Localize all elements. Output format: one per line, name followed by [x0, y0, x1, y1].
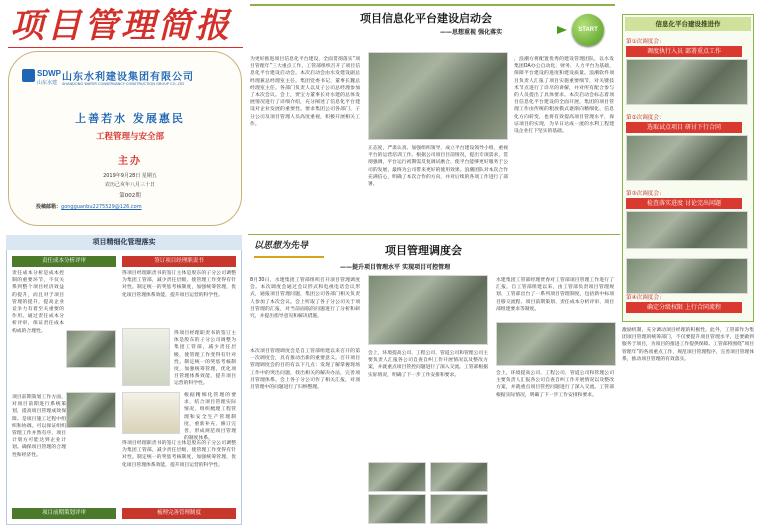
meeting-photo-4 [368, 494, 426, 524]
feature-subtitle: ——思想重视 强化落实 [440, 29, 503, 36]
feature-title-bar [250, 4, 615, 6]
sidebar-card-2 [626, 114, 750, 182]
meeting-col-1: 8月30日，水建集团工管部组织召开项目管理调度会。本次调度会通过会议形式和电视电话会议形式，通报项目管理问题，集团公司各部门相关负责人参加了本次会议。会上听取了各子分公司关于项目管理的汇报，对当前面临的问题进行了分析和研究，并提出指导意见和解决措施。 [250, 278, 360, 320]
bottom-head-right: 梳理完善管理制度 [122, 508, 236, 519]
card-1-photo [626, 59, 748, 105]
left-text-1: 责任成本分析是成本控制的重要环节，不仅关系到整个项目经济效益的提升，而且对于项目管理的提升，提高企业竞争力有着至关重要的作用。通过责任成本分析评审，保证责任成本构成的合理性。 [12, 271, 64, 334]
left-photo-1 [66, 330, 116, 368]
right-photo-2 [122, 392, 180, 434]
motto: 上善若水 发展惠民 [75, 112, 185, 125]
start-badge-label: START [578, 27, 598, 33]
left-head-1: 责任成本分析评审 [12, 256, 116, 267]
company-name-cn: 山东水利建设集团有限公司 [62, 72, 194, 83]
left-photo-2 [66, 392, 116, 428]
logo-mark-icon [22, 69, 35, 82]
meeting-col-3b: 会上，环境提高公司、工程公司、管道公司和管理公司主要负责人汇报各公司自查自纠工作开展情况以及整改方案，并就重点项目管控问题进行了深入交流。工管部根据实际情况，明确了下一步工作安排和要求。 [496, 371, 614, 398]
right-text-2: 根据精细化管理的要求，结合项目管理实际情况，组织梳理工程管理和安全生产管理制度，重新补充、修订完善，形成规范项目管理的制度体系。 [184, 393, 236, 442]
company-name-en: SHANDONG WATER CONSERVANCY CONSTRUCTION GROUP CO.,LTD [62, 82, 185, 86]
right-text-3: 得项目经理职责书的签订主体是股东的子分公司调整为集团工管部，减少责任层级，使管理工作变得有针对性。制定统一的奖惩考核制度，加强统筹管理，优化项目管理体系效能，提升项目运营的科学性。 [122, 441, 236, 468]
card-2-label: 第②次调度会： [626, 115, 665, 121]
contact-line [36, 203, 226, 210]
card-1-caption: 调度执行入员 部署重点工作 [626, 46, 742, 57]
meeting-divider [248, 234, 620, 235]
right-text-1b-copy: 得项目经理职责书的签订主体是股东的子分公司调整为集团工管部，减少责任层级，使管理工作变得有针对性。制定统一的奖惩考核制度，加强统筹管理，优化项目管理体系效能，提升项目运营的科学性。 [174, 331, 236, 386]
meeting-logo-text: 以思想为先导 [254, 241, 309, 251]
contact-label: 投稿邮箱： [36, 204, 62, 210]
card-2-photo [626, 135, 748, 181]
sidebar-card-3 [626, 190, 750, 252]
right-text-1b [174, 330, 236, 386]
right-photo-1 [122, 328, 170, 386]
issue-number: 第002期 [119, 193, 141, 199]
meeting-photo-5 [430, 494, 488, 524]
meeting-logo-underline [254, 256, 324, 258]
logo-text: SDWP [37, 69, 61, 78]
meeting-photo-main [368, 275, 488, 345]
feature-body-3: ，浪潮方将配置优秀的建设管理团队，以水发集团OA办公自动化、财务、人力平台为基础，保障平台建设的进度和建设质量。浪潮软件项目负责人汇报了项目实施重要细节，对关键技术节点进行了详尽的讲解，并对所有配合参与的人员提出了具体要求。本次启动会标志着项目信息化平台建设的全面开展，集团的项目管理工作由传统的粗放模式逐渐向精细化、信息化方向转变，也将有效提高项目管理水平，保证项目的实现，为早日达成一流的水利工程建设企业打下坚实的基础。 [514, 57, 614, 135]
feature-title: 项目信息化平台建设启动会 [360, 12, 492, 25]
sidebar-card-4 [626, 258, 750, 320]
meeting-photo-6 [496, 322, 616, 366]
meeting-col-3: 水建集团工管部经理贾春对工管部项目管理工作进行了汇报，自工管部组建以来，由工管部负责项目管理规划、工管部出台了一系列项目管理制度，包括新中标项目移交流程、项目前期策划、责任成本分析评审、项目部组建要求等制度。 [496, 278, 614, 312]
issue-date: 2019年9月28日 星期五 [103, 173, 157, 179]
card-1-label: 第①次调度会： [626, 39, 665, 45]
card-4-label: 第④次调度会： [626, 295, 665, 301]
meeting-subtitle: ——提升项目管理水平 实现项目可控管理 [340, 264, 451, 271]
dept-name: 工程管理与安全部 [95, 132, 164, 142]
meeting-col-2: 会上，环境提高公司、工程公司、管道公司和管理公司主要负责人汇报各公司自查自纠工作开展情况以及整改方案，并就重点项目管控问题进行了深入交流。工管部根据实际情况，明确了下一步工作安排和要求。 [368, 351, 488, 378]
lunar-date: 农历己亥年八月三十日 [104, 182, 155, 188]
host-role: 主办 [118, 156, 142, 167]
sidebar-title: 信息化平台建设推进作 [625, 17, 751, 31]
bottom-head-left: 项目前期策划评审 [12, 508, 116, 519]
company-logo [22, 67, 60, 89]
meeting-col-1b: 本次项目管理调度会是自工管部组建以来召开的第一次调度会，具有推动出新的重要意义。召开项目管理调度会的目的有以下几点：发现了解掌握现场工作中的突出问题，找出相关的解决办法，完善项目管理体系。会上各子分公司作了相关汇报，对项目管理中的问题进行了归纳整理。 [250, 349, 360, 391]
feature-body-1: 为更好推进项目信息化平台建设，全面贯彻落实“项目管理年”三大重点工作，工管部组织召开了项目信息化平台建设启动会。本次启动会由水发建设副总经理兼总经理室主任。集团党委书记、董事长魏总经理室主任。各部门负责人以及子公司总经理参加了本次会议。会上，贾宝力董事长对水建的总体发展情况进行了详细介绍，充分阐述了信息化平台建设对企业发展的重要性。要求集团公司各部门、子分公司及项目管理人员高度重视，积极开展相关工作。 [250, 57, 360, 127]
left-text-2: 项目前期策划工作方面，对项目前期进行系统策划，提高项目管理成效保障。是项目施工过程中组织和协调。可以保证组织管理工作并然有序，项目计划方可能达到企业计划。确保项目管理的合理性和经济性。 [12, 395, 66, 458]
right-head-1: 签订项目经理职责书 [122, 256, 236, 267]
feature-arrow-icon [557, 26, 567, 34]
contact-email[interactable]: gongguanbu2275529@126.com [61, 204, 142, 210]
card-2-caption: 选取试点项目 研讨下行合同 [626, 122, 742, 133]
left-section-title: 项目精细化管理落实 [6, 235, 242, 250]
card-4-photo [626, 258, 748, 294]
meeting-photo-3 [430, 462, 488, 492]
card-3-label: 第③次调度会： [626, 191, 665, 197]
card-4-caption: 确定分级权限 上行合同流程 [626, 302, 742, 313]
meeting-photo-2 [368, 462, 426, 492]
meeting-title: 项目管理调度会 [385, 244, 462, 257]
right-text-1: 得项目经理职责书的签订主体是股东的子分公司调整为集团工管部，减少责任层级，使管理工作变得有针对性。制定统一的奖惩考核制度，加强统筹管理，优化项目管理体系效能，提升项目运营的科学性。 [122, 271, 236, 298]
masthead-title: 项目管理简报 [10, 6, 232, 46]
feature-photo [368, 52, 508, 140]
sidebar-card-1 [626, 38, 750, 106]
meeting-col-4: 激励机制，充分调动项目经理的积极性。此外，工管部作为集团项目管理的统筹部门，不仅要提升项目管理水平，还要做到服务于项目，为项目的推进工作提供保障。工管部将围绕“项目管理年”的各项重点工作，规范项目管理程序，完善项目管理体系，推动项目管理的有效落实。 [622, 328, 754, 362]
masthead-rule [8, 47, 243, 48]
card-3-photo [626, 211, 748, 249]
feature-body-2: 正态度，严肃认真、加强组织领导，成立平台建设领导小组，重视平台的运营培训工作。根据公司项目目前情况，提出专项需求，贯彻强调，平台运行初期需反复调试磨合，使平台能够更好服务于公司的发展，最终为公司带来更好的使用效果。浪潮团队对本次合作充满信心，明确了本次合作的方向，并对后续的各项工作进行了部署。 [368, 146, 508, 188]
card-3-caption: 检查落实进度 讨论完出问题 [626, 198, 742, 209]
logo-sub: 山东水建 [37, 80, 58, 86]
start-badge [572, 14, 604, 46]
